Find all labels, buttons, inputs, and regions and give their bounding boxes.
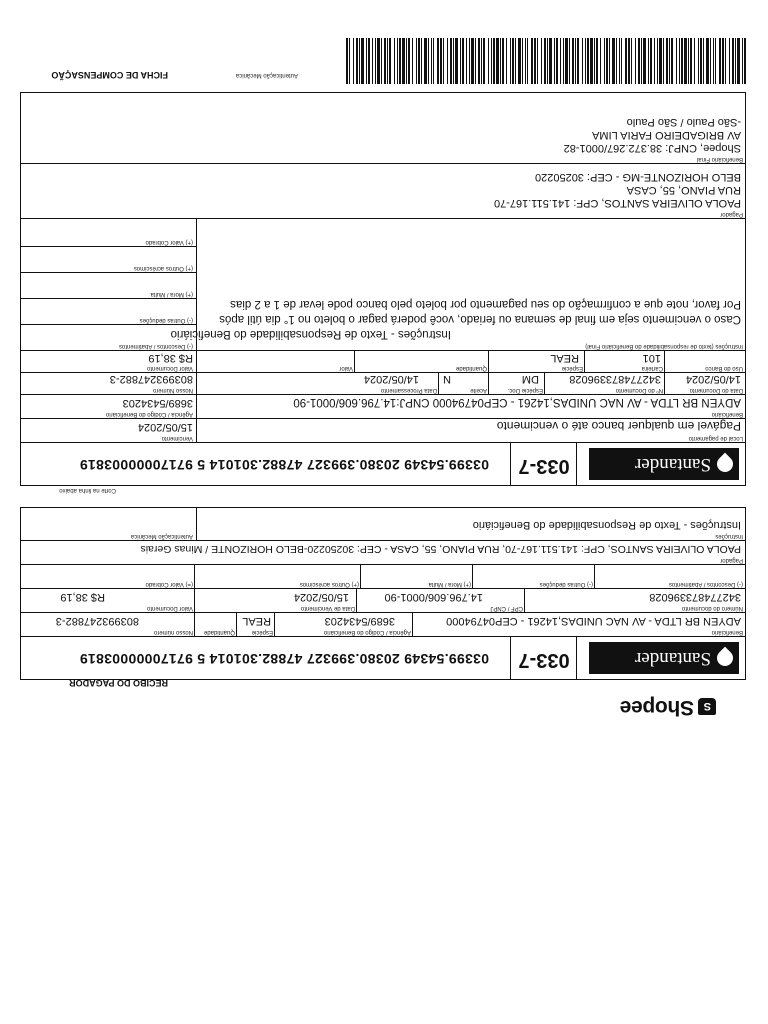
slip-nosso-numero-label: Nosso Número <box>152 387 193 393</box>
barcode-bar <box>669 38 670 84</box>
slip-pagador-line-1: PAOLA OLIVEIRA SANTOS, CPF: 141.511.167-70 <box>493 197 741 209</box>
barcode-bar <box>462 38 464 84</box>
slip-agencia-label: Agência / Código do Beneficiário <box>105 411 193 417</box>
barcode-bar <box>606 38 608 84</box>
barcode-bar <box>563 38 564 84</box>
barcode-bar <box>481 38 482 84</box>
barcode-bar <box>616 38 617 84</box>
barcode-bar <box>666 38 668 84</box>
slip-pagador-label: Pagador <box>720 211 743 217</box>
barcode-bar <box>443 38 444 84</box>
barcode-bar <box>377 38 380 84</box>
barcode-bar <box>541 38 542 84</box>
receipt-box <box>20 507 746 680</box>
barcode-bar <box>406 38 407 84</box>
barcode-bar <box>375 38 376 84</box>
slip-mora-label: (+) Mora / Multa <box>150 291 193 297</box>
barcode-bar <box>690 38 692 84</box>
slip-bank-code: 033-7 <box>518 455 570 477</box>
shopee-logo <box>620 695 716 719</box>
slip-instrucoes-line-3: Por favor, note que a confirmação do seu pagamento por boleto pelo banco pode levar de 1 a 2 dias <box>230 298 741 310</box>
slip-beneficiario-label: Beneficiário <box>711 411 743 417</box>
barcode-bar <box>431 38 432 84</box>
barcode-bar <box>676 38 677 84</box>
barcode-bar <box>346 38 348 84</box>
barcode-bar <box>475 38 476 84</box>
receipt-agencia: 3689/5434203 <box>324 615 395 627</box>
receipt-instrucoes-label: Instruções <box>715 533 743 539</box>
barcode-bar <box>537 38 538 84</box>
barcode-bar <box>356 38 358 84</box>
barcode-bar <box>641 38 642 84</box>
barcode-bar <box>585 38 586 84</box>
shopping-bag-icon: S <box>698 699 716 716</box>
receipt-pagador-label: Pagador <box>720 557 743 563</box>
receipt-beneficiario: ADYEN BR LTDA - AV NAC UNIDAS,14261 - CEP04794000 <box>446 615 741 627</box>
slip-carteira: 101 <box>642 352 661 364</box>
barcode-bar <box>556 38 558 84</box>
slip-data-proc: 14/05/2024 <box>363 373 419 385</box>
barcode-bar <box>353 38 354 84</box>
barcode-bar <box>577 38 579 84</box>
barcode-bar <box>493 38 495 84</box>
barcode <box>344 38 746 84</box>
receipt-cpf-cnpj-label: CPF / CNPJ <box>490 605 523 611</box>
slip-bank-logo <box>589 448 739 480</box>
barcode-bar <box>544 38 546 84</box>
barcode-bar <box>506 38 507 84</box>
cut-line-label: Corte na linha abaixo <box>59 487 116 493</box>
receipt-acrescimos-label: (+) Outros acréscimos <box>299 581 359 587</box>
slip-local-pagamento-label: Local de pagamento <box>688 435 743 441</box>
receipt-num-doc-label: Número do documento <box>681 605 743 611</box>
barcode-bar <box>455 38 458 84</box>
barcode-bar <box>469 38 470 84</box>
receipt-beneficiario-label: Beneficiário <box>711 629 743 635</box>
slip-title: FICHA DE COMPENSAÇÃO <box>51 70 168 80</box>
barcode-bar <box>681 38 683 84</box>
barcode-bar <box>389 38 391 84</box>
slip-descontos-label: (-) Descontos / Abatimentos <box>118 343 193 349</box>
barcode-bar <box>534 38 536 84</box>
barcode-bar <box>547 38 548 84</box>
barcode-bar <box>659 38 662 84</box>
slip-vencimento: 15/05/2024 <box>137 421 193 433</box>
barcode-bar <box>483 38 485 84</box>
receipt-instrucoes: Instruções - Texto de Responsabilidade do Beneficiário <box>472 519 741 531</box>
barcode-bar <box>397 38 398 84</box>
barcode-bar <box>549 38 552 84</box>
barcode-bar <box>735 38 736 84</box>
slip-quantidade-label: Quantidade <box>455 365 487 371</box>
barcode-bar <box>744 38 746 84</box>
barcode-bar <box>569 38 570 84</box>
barcode-bar <box>596 38 598 84</box>
barcode-bar <box>424 38 427 84</box>
barcode-bar <box>359 38 360 84</box>
receipt-bank-code: 033-7 <box>518 649 570 671</box>
barcode-bar <box>688 38 689 84</box>
barcode-bar <box>471 38 474 84</box>
slip-autenticacao-label: Autenticação Mecânica <box>235 72 298 78</box>
barcode-bar <box>433 38 434 84</box>
barcode-bar <box>387 38 388 84</box>
receipt-pagador: PAOLA OLIVEIRA SANTOS, CPF: 141.511.167-70, RUA PIANO, 55, CASA - CEP: 30250220-BELO HORIZONTE / Minas Gerais <box>140 543 741 555</box>
barcode-bar <box>510 38 511 84</box>
barcode-bar <box>628 38 630 84</box>
barcode-bar <box>684 38 687 84</box>
receipt-nosso-numero: 803993247882-3 <box>55 615 139 627</box>
barcode-bar <box>518 38 521 84</box>
barcode-bar <box>575 38 576 84</box>
slip-uso-banco-label: Uso do Banco <box>705 365 743 371</box>
receipt-descontos-label: (-) Descontos / Abatimentos <box>668 581 743 587</box>
slip-vencimento-label: Vencimento <box>161 435 193 441</box>
barcode-bar <box>418 38 420 84</box>
slip-bank-name: Santander <box>635 454 711 475</box>
barcode-bar <box>478 38 480 84</box>
santander-flame-icon <box>714 647 737 670</box>
barcode-bar <box>722 38 724 84</box>
barcode-bar <box>447 38 448 84</box>
barcode-bar <box>594 38 595 84</box>
barcode-bar <box>638 38 640 84</box>
barcode-bar <box>742 38 743 84</box>
barcode-bar <box>621 38 622 84</box>
barcode-bar <box>635 38 636 84</box>
receipt-mora-label: (+) Mora / Multa <box>428 581 471 587</box>
receipt-autenticacao-label: Autenticação Mecânica <box>130 533 193 539</box>
barcode-bar <box>572 38 574 84</box>
barcode-bar <box>421 38 422 84</box>
barcode-bar <box>399 38 401 84</box>
barcode-bar <box>361 38 364 84</box>
slip-data-doc-label: Data do Documento <box>689 387 743 393</box>
slip-data-proc-label: Data Processamento <box>380 387 437 393</box>
barcode-bar <box>515 38 516 84</box>
barcode-bar <box>554 38 555 84</box>
barcode-bar <box>643 38 646 84</box>
slip-valor-doc-label: Valor Documento <box>147 365 193 371</box>
barcode-bar <box>729 38 730 84</box>
barcode-bar <box>453 38 454 84</box>
barcode-bar <box>657 38 658 84</box>
barcode-bar <box>440 38 442 84</box>
barcode-bar <box>408 38 410 84</box>
barcode-bar <box>609 38 610 84</box>
slip-especie-doc: DM <box>521 373 539 385</box>
slip-acrescimos-label: (+) Outros acréscimos <box>133 265 193 271</box>
barcode-bar <box>587 38 589 84</box>
barcode-bar <box>700 38 702 84</box>
receipt-vencimento-label: Data de Vencimento <box>300 605 355 611</box>
barcode-bar <box>372 38 373 84</box>
barcode-bar <box>500 38 501 84</box>
slip-valor-label: Valor <box>339 365 353 371</box>
barcode-bar <box>466 38 467 84</box>
slip-beneficiario: ADYEN BR LTDA - AV NAC UNIDAS,14261 - CEP04794000 CNPJ:14.796.606/0001-90 <box>293 396 741 408</box>
barcode-bar <box>725 38 726 84</box>
barcode-bar <box>631 38 632 84</box>
barcode-bar <box>612 38 615 84</box>
barcode-bar <box>416 38 417 84</box>
slip-instrucoes-line-1: Instruções - Texto de Responsabilidade do Beneficiário <box>170 328 451 340</box>
barcode-bar <box>488 38 489 84</box>
barcode-bar <box>619 38 620 84</box>
slip-data-doc: 14/05/2024 <box>685 373 741 385</box>
slip-box <box>20 92 746 486</box>
barcode-bar <box>698 38 699 84</box>
receipt-bank-name: Santander <box>635 648 711 669</box>
barcode-bar <box>496 38 499 84</box>
barcode-bar <box>650 38 652 84</box>
barcode-bar <box>394 38 395 84</box>
slip-especie-label: Espécie <box>561 365 583 371</box>
barcode-bar <box>437 38 439 84</box>
receipt-especie: REAL <box>242 615 271 627</box>
barcode-bar <box>600 38 601 84</box>
slip-outras-deducoes-label: (-) Outras deduções <box>139 317 193 323</box>
slip-benef-final-label: Beneficiário Final <box>696 156 743 162</box>
receipt-valor-doc: R$ 38,19 <box>60 591 105 603</box>
slip-valor-doc: R$ 38,19 <box>148 352 193 364</box>
barcode-bar <box>502 38 504 84</box>
barcode-bar <box>732 38 734 84</box>
receipt-nosso-numero-label: Nosso número <box>153 629 193 635</box>
barcode-bar <box>648 38 649 84</box>
slip-local-pagamento: Pagável em qualquer banco até o vencimento <box>496 419 741 433</box>
barcode-bar <box>384 38 386 84</box>
slip-carteira-label: Carteira <box>641 365 663 371</box>
barcode-bar <box>525 38 526 84</box>
shopee-brand: Shopee <box>619 696 694 719</box>
barcode-bar <box>402 38 405 84</box>
slip-agencia: 3689/5434203 <box>122 397 193 409</box>
slip-instrucoes-label: Instruções (texto de responsabilidade do Beneficiário Final) <box>585 343 743 349</box>
slip-especie-doc-label: Espécie Doc. <box>507 387 543 393</box>
receipt-cpf-cnpj: 14.796.606/0001-90 <box>384 591 483 603</box>
barcode-bar <box>512 38 514 84</box>
barcode-bar <box>604 38 605 84</box>
slip-digitable-line: 03399.54349 20380.399327 47882.301014 5 97170000003819 <box>79 457 489 473</box>
barcode-bar <box>366 38 367 84</box>
barcode-bar <box>582 38 583 84</box>
barcode-bar <box>450 38 452 84</box>
barcode-bar <box>671 38 673 84</box>
santander-flame-icon <box>714 453 737 476</box>
slip-aceite-label: Aceite <box>470 387 487 393</box>
barcode-bar <box>679 38 680 84</box>
barcode-bar <box>710 38 711 84</box>
slip-benef-final-line-3: -São Paulo / São Paulo <box>626 116 741 128</box>
receipt-outras-deducoes-label: (-) Outras deduções <box>539 581 593 587</box>
barcode-bar <box>719 38 721 84</box>
barcode-bar <box>565 38 568 84</box>
barcode-bar <box>715 38 716 84</box>
barcode-bar <box>368 38 370 84</box>
barcode-bar <box>527 38 528 84</box>
barcode-bar <box>706 38 709 84</box>
slip-pagador-line-3: BELO HORIZONTE-MG - CEP: 30250220 <box>534 171 741 183</box>
slip-instrucoes-line-2: Caso o vencimento seja em final de semana ou feriado, você poderá pagar o boleto no 1° dia útil após <box>219 313 741 325</box>
barcode-bar <box>531 38 533 84</box>
barcode-bar <box>654 38 655 84</box>
barcode-bar <box>737 38 740 84</box>
receipt-bank-logo <box>589 642 739 674</box>
barcode-bar <box>522 38 523 84</box>
receipt-title: RECIBO DO PAGADOR <box>69 678 168 688</box>
barcode-bar <box>412 38 413 84</box>
barcode-bar <box>491 38 492 84</box>
barcode-bar <box>381 38 382 84</box>
barcode-bar <box>663 38 664 84</box>
slip-nosso-numero: 803993247882-3 <box>109 373 193 385</box>
slip-especie: REAL <box>550 352 579 364</box>
barcode-bar <box>694 38 695 84</box>
slip-benef-final-line-1: Shopee, CNPJ: 38.372.267/0001-82 <box>563 142 741 154</box>
barcode-bar <box>590 38 593 84</box>
receipt-valor-doc-label: Valor Documento <box>147 605 193 611</box>
receipt-quantidade-label: Quantidade <box>203 629 235 635</box>
barcode-bar <box>625 38 627 84</box>
barcode-bar <box>428 38 429 84</box>
slip-num-doc: 342774873396028 <box>569 373 661 385</box>
barcode-bar <box>703 38 704 84</box>
slip-pagador-line-2: RUA PIANO, 55, CASA <box>626 184 741 196</box>
receipt-agencia-label: Agência / Código do Beneficiário <box>323 629 411 635</box>
barcode-bar <box>460 38 461 84</box>
slip-valor-cobrado-label: (+) Valor Cobrado <box>145 239 193 245</box>
barcode-bar <box>713 38 714 84</box>
slip-aceite: N <box>443 373 451 385</box>
barcode-bar <box>349 38 350 84</box>
receipt-valor-cobrado-label: (=) Valor Cobrado <box>145 581 193 587</box>
receipt-especie-label: Espécie <box>251 629 273 635</box>
receipt-vencimento: 15/05/2024 <box>293 591 349 603</box>
receipt-digitable-line: 03399.54349 20380.399327 47882.301014 5 97170000003819 <box>79 651 489 667</box>
slip-benef-final-line-2: AV BRIGADEIRO FARIA LIMA <box>592 129 741 141</box>
receipt-num-doc: 342774873396028 <box>649 591 741 603</box>
slip-num-doc-label: Nº do Documento <box>615 387 663 393</box>
barcode-bar <box>560 38 561 84</box>
